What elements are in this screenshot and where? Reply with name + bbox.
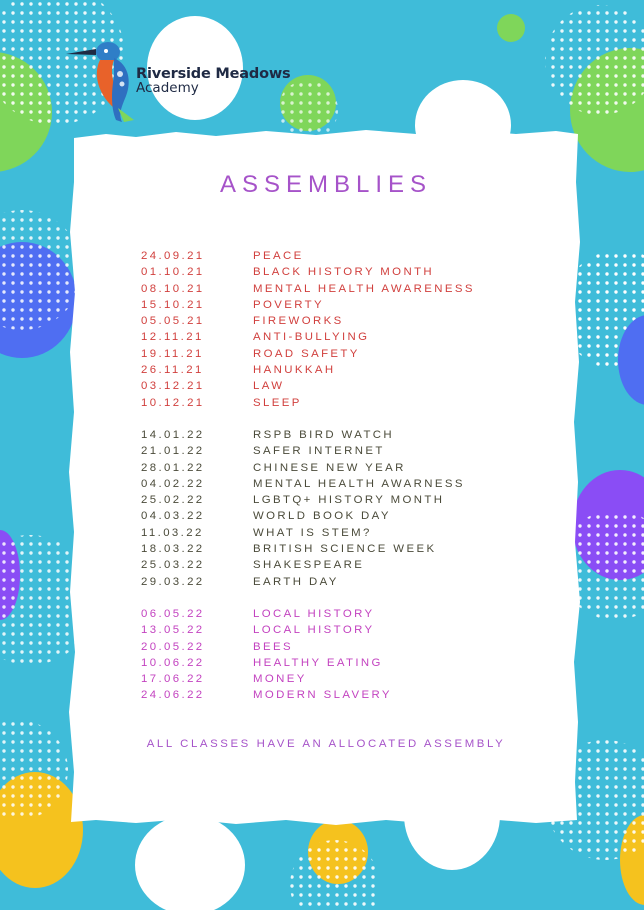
assembly-topic: LOCAL HISTORY [253,624,375,637]
assembly-topic: BLACK HISTORY MONTH [253,266,435,279]
assembly-row [141,606,561,622]
assembly-date: 24.06.22 [141,689,205,702]
assembly-row [141,541,561,557]
school-name: Riverside Meadows [136,66,291,82]
assembly-date: 03.12.21 [141,380,205,393]
assembly-row [141,395,561,411]
assembly-row [141,378,561,394]
term-group-1 [141,248,561,411]
assembly-topic: SLEEP [253,396,302,409]
assembly-topic: WORLD BOOK DAY [253,510,391,523]
assembly-row [141,264,561,280]
assembly-row [141,281,561,297]
assembly-row [141,671,561,687]
footer-note: ALL CLASSES HAVE AN ALLOCATED ASSEMBLY [146,738,506,750]
assembly-topic: SHAKESPEARE [253,559,365,572]
assembly-row [141,346,561,362]
assembly-date: 13.05.22 [141,624,205,637]
assembly-row [141,329,561,345]
assembly-topic: WHAT IS STEM? [253,526,372,539]
assembly-topic: HANUKKAH [253,364,336,377]
assembly-date: 01.10.21 [141,266,205,279]
assembly-topic: ANTI-BULLYING [253,331,370,344]
assembly-topic: RSPB BIRD WATCH [253,428,395,441]
assembly-row [141,460,561,476]
term-group-2 [141,427,561,590]
assembly-date: 04.02.22 [141,477,205,490]
assembly-topic: MONEY [253,673,307,686]
assembly-row [141,655,561,671]
assembly-topic: MODERN SLAVERY [253,689,392,702]
assembly-topic: ROAD SAFETY [253,347,360,360]
assembly-row [141,362,561,378]
assembly-date: 21.01.22 [141,445,205,458]
assembly-date: 06.05.22 [141,607,205,620]
assembly-topic: LAW [253,380,285,393]
assembly-date: 10.12.21 [141,396,205,409]
assembly-date: 10.06.22 [141,656,205,669]
assembly-row [141,492,561,508]
assembly-topic: HEALTHY EATING [253,656,383,669]
assembly-row [141,297,561,313]
assembly-row [141,248,561,264]
assembly-date: 08.10.21 [141,282,205,295]
assembly-row [141,622,561,638]
assembly-date: 24.09.21 [141,250,205,262]
assembly-date: 04.03.22 [141,510,205,523]
assembly-row [141,313,561,329]
assembly-topic: SAFER INTERNET [253,445,385,458]
assembly-row [141,574,561,590]
assembly-date: 26.11.21 [141,364,204,377]
assembly-date: 25.03.22 [141,559,205,572]
assembly-date: 14.01.22 [141,428,205,441]
page-title: ASSEMBLIES [219,171,433,198]
assembly-topic: LGBTQ+ HISTORY MONTH [253,494,445,507]
assembly-row [141,476,561,492]
assembly-date: 25.02.22 [141,494,205,507]
assembly-topic: EARTH DAY [253,575,339,588]
assembly-date: 15.10.21 [141,298,205,311]
assembly-topic: MENTAL HEALTH AWARNESS [253,477,465,490]
assembly-date: 18.03.22 [141,543,205,556]
assembly-date: 19.11.21 [141,347,204,360]
assembly-topic: PEACE [253,250,304,262]
assembly-date: 11.03.22 [141,526,204,539]
assembly-topic: BRITISH SCIENCE WEEK [253,543,437,556]
assembly-row [141,508,561,524]
assembly-row [141,557,561,573]
assembly-date: 12.11.21 [141,331,204,344]
assembly-topic: POVERTY [253,298,325,311]
assembly-date: 29.03.22 [141,575,205,588]
assembly-row [141,639,561,655]
assembly-topic: CHINESE NEW YEAR [253,461,406,474]
assembly-row [141,443,561,459]
assembly-topic: LOCAL HISTORY [253,607,375,620]
assembly-topic: BEES [253,640,293,653]
assembly-schedule [141,248,561,704]
kingfisher-icon [62,36,142,126]
assembly-date: 28.01.22 [141,461,205,474]
assembly-date: 17.06.22 [141,673,205,686]
assembly-date: 05.05.21 [141,315,205,328]
assembly-topic: FIREWORKS [253,315,344,328]
assembly-row [141,525,561,541]
school-subtitle: Academy [136,80,199,96]
assembly-row [141,687,561,703]
term-group-3 [141,606,561,704]
assembly-topic: MENTAL HEALTH AWARENESS [253,282,475,295]
assembly-row [141,427,561,443]
assembly-date: 20.05.22 [141,640,205,653]
